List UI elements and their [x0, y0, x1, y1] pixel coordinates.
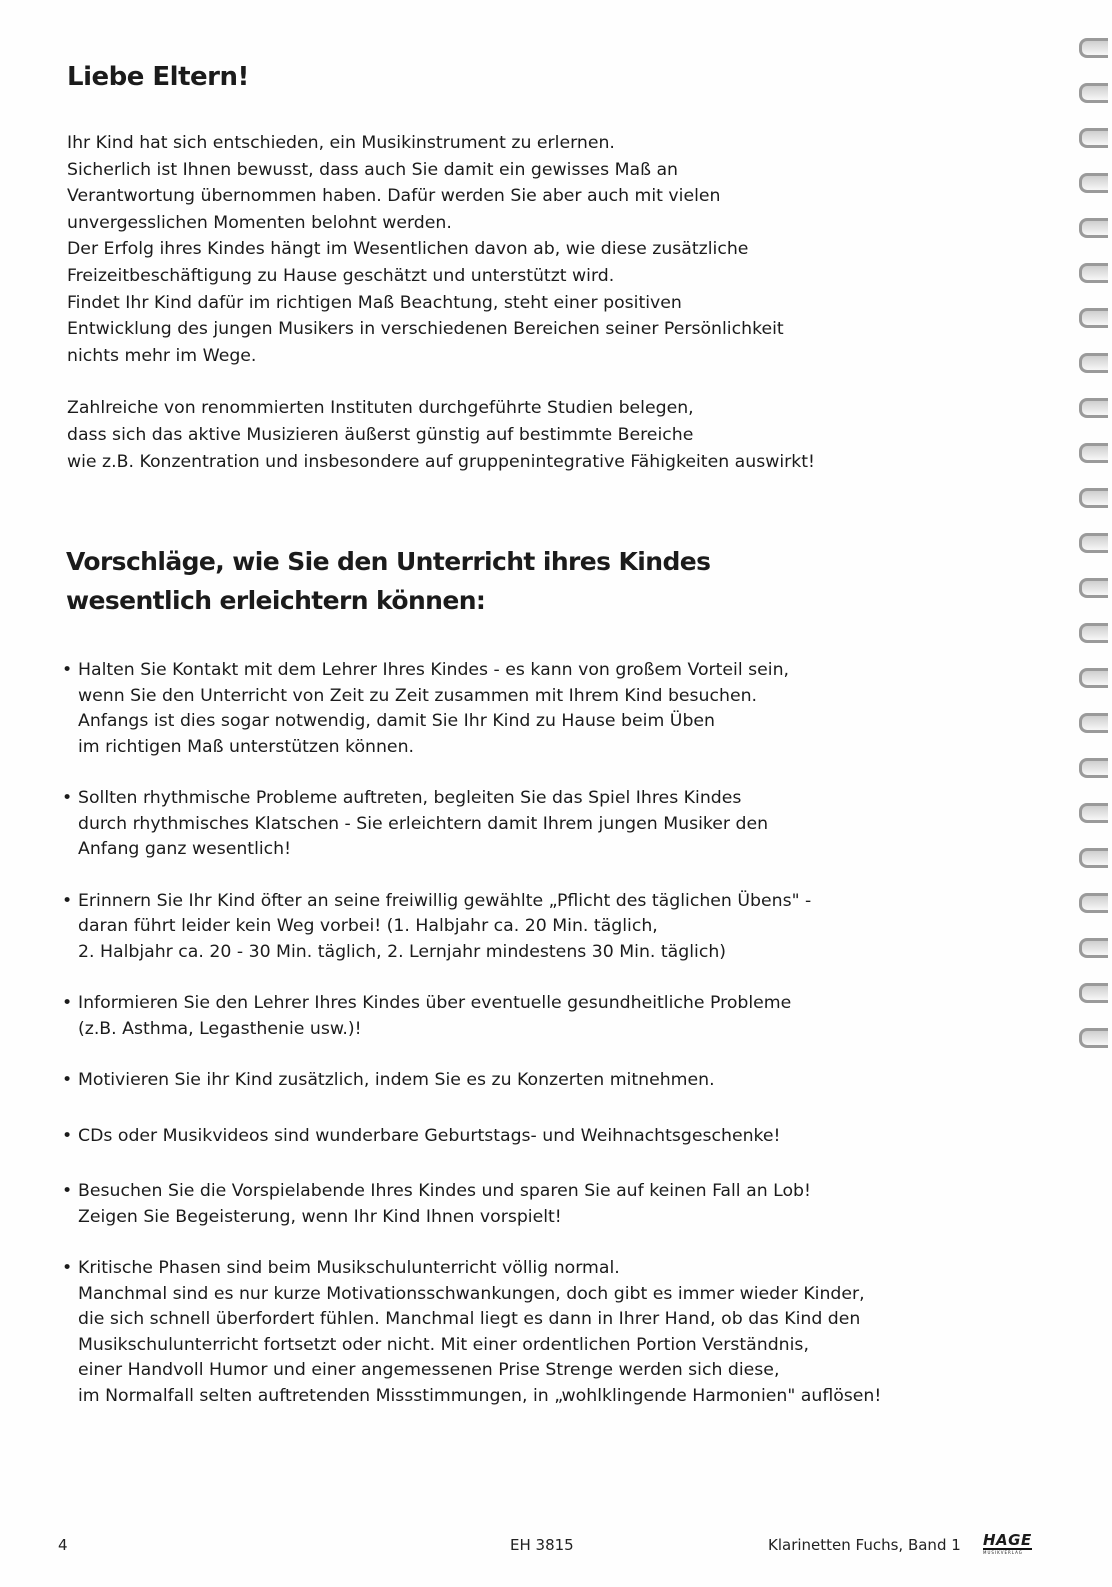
text-line: Anfang ganz wesentlich! — [78, 839, 292, 859]
bullet-icon: • — [62, 1181, 73, 1201]
text-line: Erinnern Sie Ihr Kind öfter an seine freiwillig gewählte „Pflicht des täglichen Übens" - — [78, 890, 812, 911]
list-item — [62, 889, 962, 966]
spiral-ring — [1079, 488, 1108, 508]
text-line: daran führt leider kein Weg vorbei! (1. Halbjahr ca. 20 Min. täglich, — [78, 916, 658, 936]
text-line: wie z.B. Konzentration und insbesondere auf gruppenintegrative Fähigkeiten auswirkt! — [67, 451, 815, 472]
list-item — [62, 1068, 962, 1094]
spiral-ring — [1079, 353, 1108, 373]
text-line: Entwicklung des jungen Musikers in verschiedenen Bereichen seiner Persönlichkeit — [67, 319, 784, 340]
section-heading — [66, 542, 826, 620]
text-line: wenn Sie den Unterricht von Zeit zu Zeit zusammen mit Ihrem Kind besuchen. — [78, 685, 758, 706]
spiral-ring — [1079, 173, 1108, 193]
list-item — [62, 1179, 962, 1230]
text-line: 2. Halbjahr ca. 20 - 30 Min. täglich, 2. Lernjahr mindestens 30 Min. täglich) — [78, 941, 727, 962]
bullet-icon: • — [62, 788, 73, 808]
text-line: durch rhythmisches Klatschen - Sie erleichtern damit Ihrem jungen Musiker den — [78, 813, 769, 834]
bullet-icon: • — [62, 1125, 73, 1146]
spiral-ring — [1079, 938, 1108, 958]
spiral-ring — [1079, 578, 1108, 598]
suggestion-list — [62, 658, 962, 1409]
text-line: die sich schnell überfordert fühlen. Manchmal liegt es dann in Ihrer Hand, ob das Kind den — [78, 1309, 861, 1329]
text-line: im Normalfall selten auftretenden Missstimmungen, in „wohlklingende Harmonien" auflösen! — [78, 1385, 882, 1406]
text-line: Motivieren Sie ihr Kind zusätzlich, indem Sie es zu Konzerten mitnehmen. — [78, 1070, 715, 1090]
publisher-logo-sub: MUSIKVERLAG — [983, 1550, 1023, 1555]
bullet-icon: • — [62, 1070, 73, 1090]
text-line: Halten Sie Kontakt mit dem Lehrer Ihres Kindes - es kann von großem Vorteil sein, — [78, 660, 790, 680]
text-line: Sollten rhythmische Probleme auftreten, begleiten Sie das Spiel Ihres Kindes — [78, 788, 742, 808]
text-line: (z.B. Asthma, Legasthenie usw.)! — [78, 1018, 362, 1039]
page-title: Liebe Eltern! — [67, 62, 249, 92]
bullet-icon: • — [62, 660, 73, 680]
spiral-ring — [1079, 893, 1108, 913]
intro-paragraph — [67, 130, 927, 369]
text-line: Zeigen Sie Begeisterung, wenn Ihr Kind Ihnen vorspielt! — [78, 1206, 562, 1227]
text-line: Freizeitbeschäftigung zu Hause geschätzt und unterstützt wird. — [67, 265, 615, 286]
list-item — [62, 991, 962, 1042]
text-line: dass sich das aktive Musizieren äußerst günstig auf bestimmte Bereiche — [67, 424, 694, 445]
text-line: unvergesslichen Momenten belohnt werden. — [67, 212, 452, 233]
book-title: Klarinetten Fuchs, Band 1 — [768, 1536, 961, 1554]
text-line: Besuchen Sie die Vorspielabende Ihres Kindes und sparen Sie auf keinen Fall an Lob! — [78, 1181, 811, 1201]
page-number: 4 — [58, 1536, 68, 1554]
spiral-ring — [1079, 218, 1108, 238]
intro-text — [67, 130, 927, 475]
spiral-ring — [1079, 623, 1108, 643]
spiral-ring — [1079, 443, 1108, 463]
text-line: nichts mehr im Wege. — [67, 345, 257, 366]
list-item — [62, 658, 962, 760]
spiral-ring — [1079, 668, 1108, 688]
text-line: CDs oder Musikvideos sind wunderbare Geburtstags- und Weihnachtsgeschenke! — [78, 1125, 781, 1146]
list-item — [62, 786, 962, 863]
publisher-logo-text: HAGE — [983, 1531, 1032, 1549]
bullet-icon: • — [62, 890, 73, 911]
bullet-icon: • — [62, 1258, 73, 1278]
text-line: Ihr Kind hat sich entschieden, ein Musikinstrument zu erlernen. — [67, 133, 615, 153]
spiral-ring — [1079, 1028, 1108, 1048]
paragraph-gap — [67, 369, 927, 395]
section-heading-line: wesentlich erleichtern können: — [66, 586, 486, 615]
catalog-number: EH 3815 — [510, 1536, 574, 1554]
section-heading-line: Vorschläge, wie Sie den Unterricht ihres Kindes — [66, 547, 711, 576]
text-line: einer Handvoll Humor und einer angemessenen Prise Strenge werden sich diese, — [78, 1360, 780, 1380]
spiral-ring — [1079, 713, 1108, 733]
text-line: Anfangs ist dies sogar notwendig, damit Sie Ihr Kind zu Hause beim Üben — [78, 711, 715, 731]
text-line: Verantwortung übernommen haben. Dafür werden Sie aber auch mit vielen — [67, 186, 721, 207]
bullet-icon: • — [62, 993, 73, 1013]
spiral-ring — [1079, 308, 1108, 328]
spiral-ring — [1079, 803, 1108, 823]
spiral-binding — [1078, 38, 1112, 1058]
text-line: Findet Ihr Kind dafür im richtigen Maß Beachtung, steht einer positiven — [67, 292, 682, 313]
text-line: Der Erfolg ihres Kindes hängt im Wesentlichen davon ab, wie diese zusätzliche — [67, 239, 749, 260]
spiral-ring — [1079, 758, 1108, 778]
spiral-ring — [1079, 263, 1108, 283]
text-line: Informieren Sie den Lehrer Ihres Kindes über eventuelle gesundheitliche Probleme — [78, 993, 792, 1013]
text-line: im richtigen Maß unterstützen können. — [78, 736, 415, 757]
spiral-ring — [1079, 533, 1108, 553]
list-item — [62, 1124, 962, 1150]
publisher-logo — [983, 1530, 1033, 1554]
spiral-ring — [1079, 38, 1108, 58]
text-line: Manchmal sind es nur kurze Motivationsschwankungen, doch gibt es immer wieder Kinder, — [78, 1283, 865, 1304]
spiral-ring — [1079, 983, 1108, 1003]
list-item — [62, 1256, 962, 1409]
spiral-ring — [1079, 398, 1108, 418]
spiral-ring — [1079, 128, 1108, 148]
text-line: Musikschulunterricht fortsetzt oder nicht. Mit einer ordentlichen Portion Verständnis, — [78, 1334, 809, 1355]
spiral-ring — [1079, 848, 1108, 868]
text-line: Zahlreiche von renommierten Instituten durchgeführte Studien belegen, — [67, 398, 694, 419]
studies-paragraph — [67, 395, 927, 475]
text-line: Kritische Phasen sind beim Musikschulunterricht völlig normal. — [78, 1258, 620, 1278]
spiral-ring — [1079, 83, 1108, 103]
text-line: Sicherlich ist Ihnen bewusst, dass auch Sie damit ein gewisses Maß an — [67, 159, 679, 180]
